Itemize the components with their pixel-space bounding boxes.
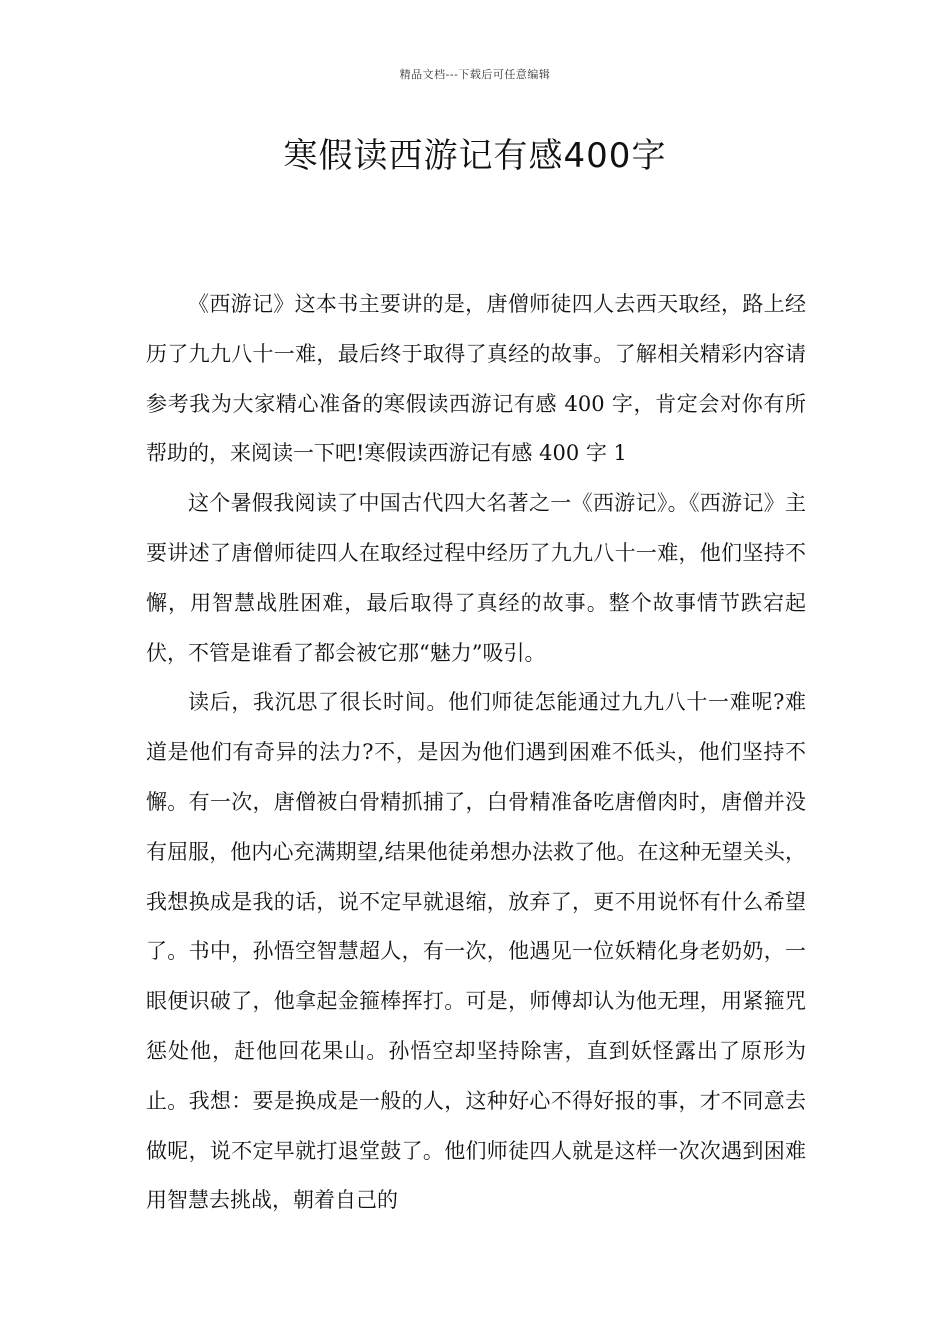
paragraph-3: 读后，我沉思了很长时间。他们师徒怎能通过九九八十一难呢?难道是他们有奇异的法力?不，是因为他们遇到困难不低头，他们坚持不懈。有一次，唐僧被白骨精抓捕了，白骨精准备吃唐僧肉时，唐僧并没有屈服，他内心充满期望,结果他徒弟想办法救了他。在这种无望关头，我想换成是我的话，说不定早就退缩，放弃了，更不用说怀有什么希望了。书中，孙悟空智慧超人，有一次，他遇见一位妖精化身老奶奶，一眼便识破了，他拿起金箍棒挥打。可是，师傅却认为他无理，用紧箍咒惩处他，赶他回花果山。孙悟空却坚持除害，直到妖怪露出了原形为止。我想：要是换成是一般的人，这种好心不得好报的事，才不同意去做呢，说不定早就打退堂鼓了。他们师徒四人就是这样一次次遇到困难用智慧去挑战，朝着自己的 [146,690,806,1213]
document-body [146,280,806,1226]
header-note: 精品文档---下载后可任意编辑 [399,68,551,81]
paragraph-2: 这个暑假我阅读了中国古代四大名著之一《西游记》。《西游记》主要讲述了唐僧师徒四人在取经过程中经历了九九八十一难，他们坚持不懈，用智慧战胜困难，最后取得了真经的故事。整个故事情节跌宕起伏，不管是谁看了都会被它那“魅力”吸引。 [146,491,806,665]
paragraph-1: 《西游记》这本书主要讲的是，唐僧师徒四人去西天取经，路上经历了九九八十一难，最后终于取得了真经的故事。了解相关精彩内容请参考我为大家精心准备的寒假读西游记有感 400 字，肯定会对你有所帮助的，来阅读一下吧!寒假读西游记有感 400 字 1 [146,292,806,466]
document-title: 寒假读西游记有感400字 [283,136,667,176]
